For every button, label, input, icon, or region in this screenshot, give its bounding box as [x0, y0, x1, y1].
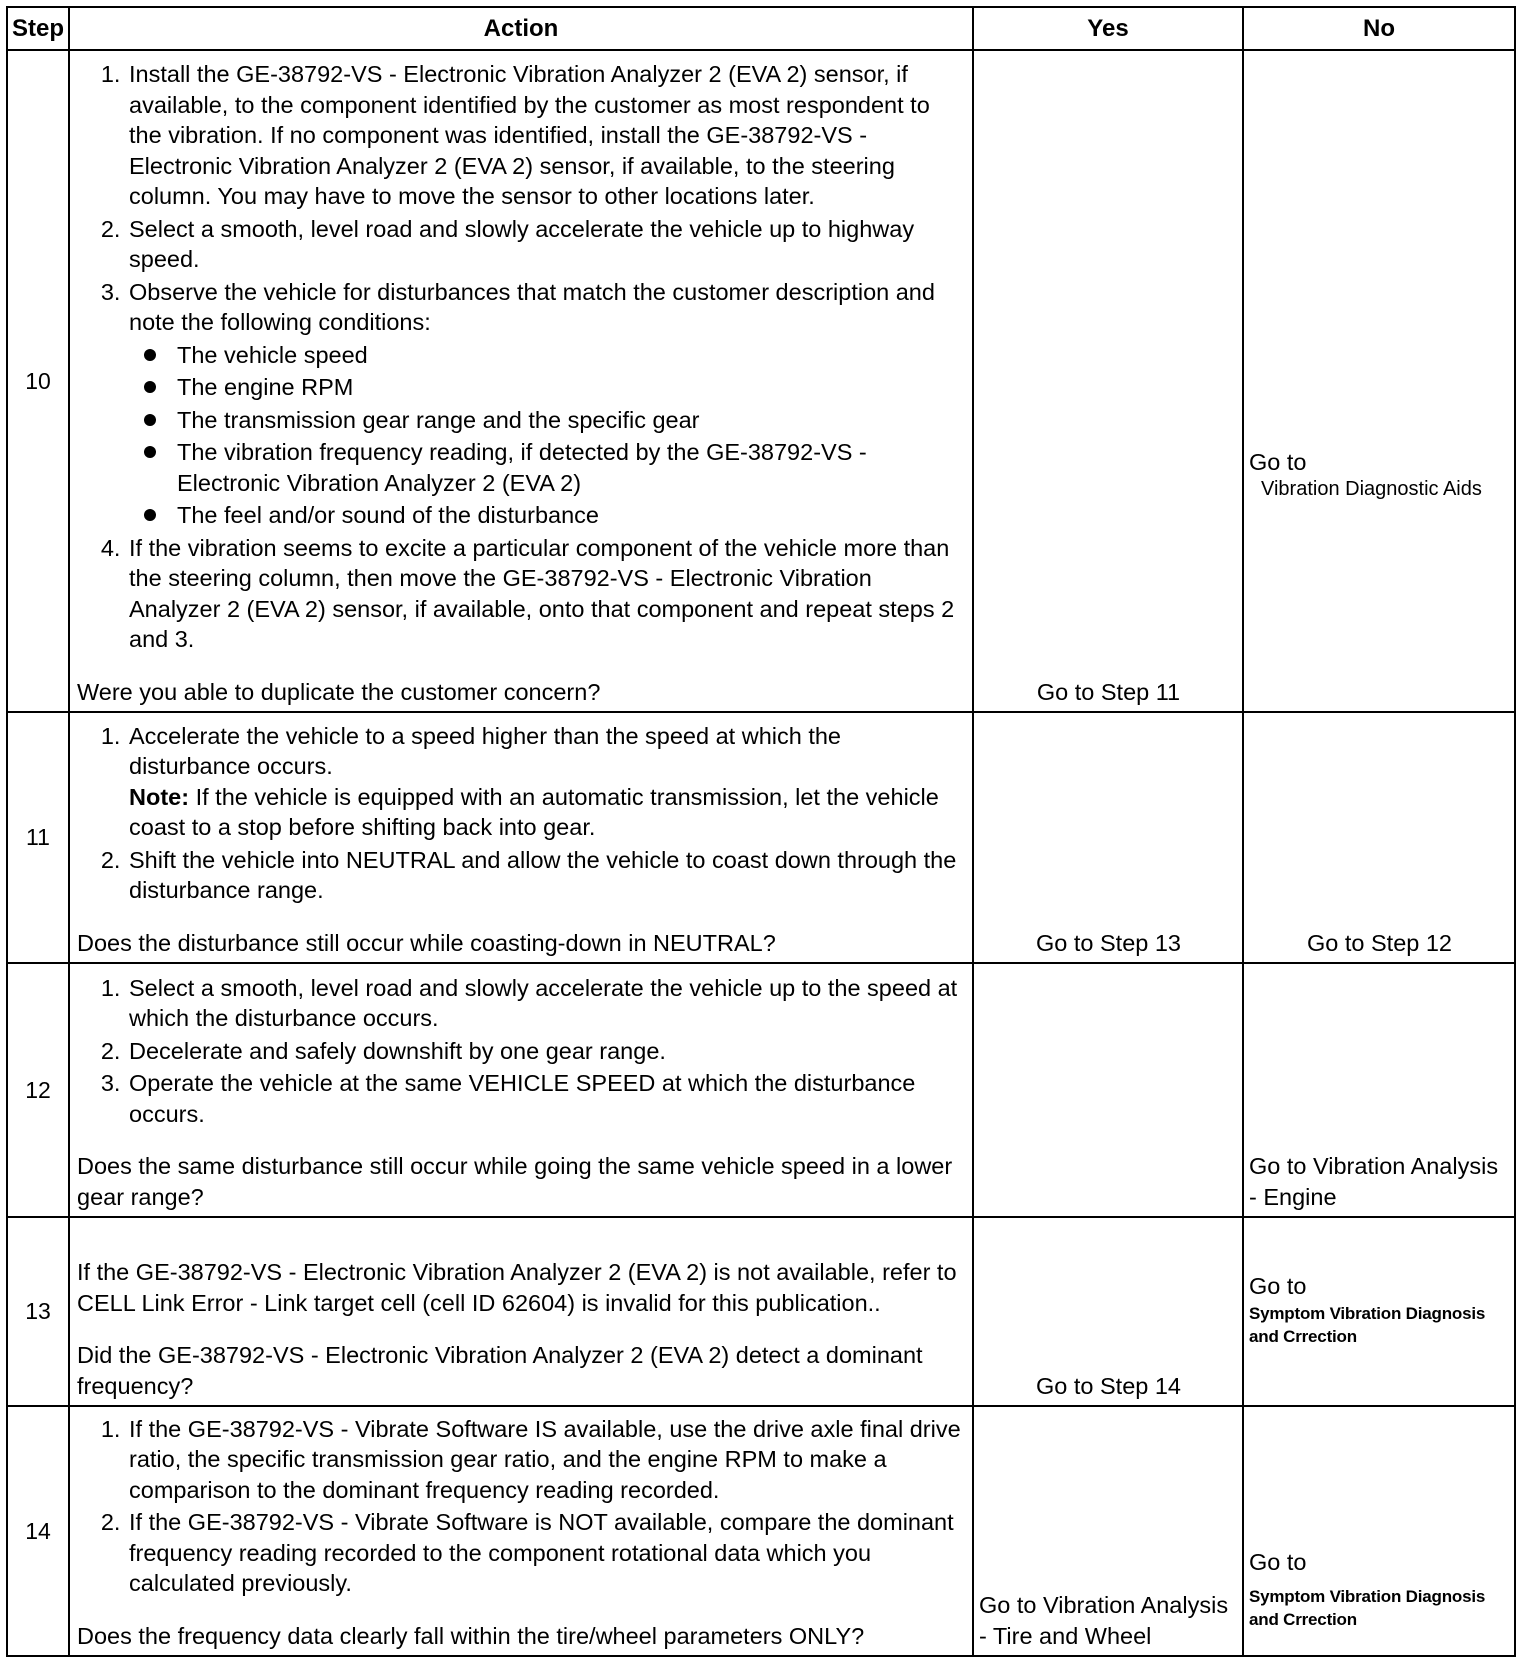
yes-result[interactable]: Go to Step 14	[973, 1217, 1243, 1406]
no-result[interactable]	[1243, 50, 1515, 712]
action-steps	[77, 1414, 966, 1599]
no-result-link[interactable]: Vibration Diagnostic Aids	[1261, 478, 1482, 501]
note-label: Note:	[129, 783, 190, 810]
step-number: 12	[7, 963, 69, 1217]
header-yes: Yes	[973, 7, 1243, 50]
list-item: 2. Select a smooth, level road and slowly accelerate the vehicle up to highway speed.	[127, 214, 966, 275]
list-item: 4. If the vibration seems to excite a particular component of the vehicle more than the steering column, then move the GE-38792-VS - Electronic Vibration Analyzer 2 (EVA 2) sensor, if available, onto that component and repeat steps 2 and 3.	[127, 533, 966, 655]
bullet-item: The feel and/or sound of the disturbance	[177, 500, 966, 531]
list-item: 2. Shift the vehicle into NEUTRAL and allow the vehicle to coast down through the disturbance range.	[127, 845, 966, 906]
no-result[interactable]: Go to Vibration Analysis - Engine	[1243, 963, 1515, 1217]
step-number: 13	[7, 1217, 69, 1406]
yes-result[interactable]: Go to Vibration Analysis - Tire and Wheel	[973, 1406, 1243, 1656]
bullet-item: The vibration frequency reading, if detected by the GE-38792-VS - Electronic Vibration Analyzer 2 (EVA 2)	[177, 437, 966, 498]
action-cell	[69, 712, 973, 963]
list-item-text: Observe the vehicle for disturbances that match the customer description and note the following conditions:	[129, 278, 935, 335]
diagnostic-table-sheet	[6, 6, 1516, 1657]
list-item	[127, 721, 966, 843]
no-result-prefix: Go to	[1249, 1273, 1307, 1300]
no-result[interactable]: Go to Step 12	[1243, 712, 1515, 963]
header-row	[7, 7, 1515, 50]
list-item: 2. If the GE-38792-VS - Vibrate Software is NOT available, compare the dominant frequency reading recorded to the component rotational data which you calculated previously.	[127, 1507, 966, 1599]
list-item: 1. If the GE-38792-VS - Vibrate Software IS available, use the drive axle final drive ratio, the specific transmission gear ratio, and the engine RPM to make a comparison to the dominant frequency reading recorded.	[127, 1414, 966, 1506]
list-item: 1. Select a smooth, level road and slowly accelerate the vehicle up to the speed at which the disturbance occurs.	[127, 973, 966, 1034]
header-step: Step	[7, 7, 69, 50]
step-number: 10	[7, 50, 69, 712]
diagnostic-table	[6, 6, 1516, 1657]
list-item	[127, 277, 966, 531]
step-question: Does the frequency data clearly fall within the tire/wheel parameters ONLY?	[77, 1622, 865, 1649]
action-steps	[77, 721, 966, 906]
step-question: Does the same disturbance still occur while going the same vehicle speed in a lower gear range?	[77, 1153, 953, 1210]
table-row	[7, 712, 1515, 963]
no-result-link[interactable]: Symptom Vibration Diagnosis and Crrection	[1249, 1303, 1486, 1346]
action-steps	[77, 59, 966, 655]
header-no: No	[1243, 7, 1515, 50]
step-question: Did the GE-38792-VS - Electronic Vibration Analyzer 2 (EVA 2) detect a dominant frequency?	[77, 1342, 923, 1399]
yes-result[interactable]: Go to Step 13	[973, 712, 1243, 963]
action-cell	[69, 1217, 973, 1406]
condition-bullets	[129, 340, 966, 531]
action-steps	[77, 973, 966, 1130]
no-result-link[interactable]: Symptom Vibration Diagnosis and Crrection	[1249, 1587, 1486, 1630]
yes-result[interactable]: Go to Step 11	[973, 50, 1243, 712]
list-item: 3. Operate the vehicle at the same VEHICLE SPEED at which the disturbance occurs.	[127, 1068, 966, 1129]
list-item: 1. Install the GE-38792-VS - Electronic Vibration Analyzer 2 (EVA 2) sensor, if available, to the component identified by the customer as most respondent to the vibration. If no component was identified, install the GE-38792-VS - Electronic Vibration Analyzer 2 (EVA 2) sensor, if available, to the steering column. You may have to move the sensor to other locations later.	[127, 59, 966, 212]
header-action: Action	[69, 7, 973, 50]
action-cell	[69, 50, 973, 712]
bullet-item: The transmission gear range and the specific gear	[177, 405, 966, 436]
table-row	[7, 1217, 1515, 1406]
bullet-item: The vehicle speed	[177, 340, 966, 371]
no-result-prefix: Go to	[1249, 1548, 1307, 1575]
step-question: Were you able to duplicate the customer concern?	[77, 678, 601, 705]
note-text: If the vehicle is equipped with an automatic transmission, let the vehicle coast to a stop before shifting back into gear.	[129, 783, 939, 840]
yes-result	[973, 963, 1243, 1217]
no-result-prefix: Go to	[1249, 448, 1307, 475]
action-cell	[69, 1406, 973, 1656]
table-row	[7, 1406, 1515, 1656]
step-question: Does the disturbance still occur while coasting-down in NEUTRAL?	[77, 929, 776, 956]
step-number: 11	[7, 712, 69, 963]
no-result[interactable]	[1243, 1406, 1515, 1656]
no-result[interactable]	[1243, 1217, 1515, 1406]
table-row	[7, 963, 1515, 1217]
bullet-item: The engine RPM	[177, 372, 966, 403]
list-item-text: Accelerate the vehicle to a speed higher than the speed at which the disturbance occurs.	[129, 722, 841, 779]
table-row	[7, 50, 1515, 712]
list-item: 2. Decelerate and safely downshift by one gear range.	[127, 1036, 966, 1067]
step-number: 14	[7, 1406, 69, 1656]
step-paragraph: If the GE-38792-VS - Electronic Vibration Analyzer 2 (EVA 2) is not available, refer to CELL Link Error - Link target cell (cell ID 62604) is invalid for this publication..	[77, 1259, 957, 1316]
action-cell	[69, 963, 973, 1217]
